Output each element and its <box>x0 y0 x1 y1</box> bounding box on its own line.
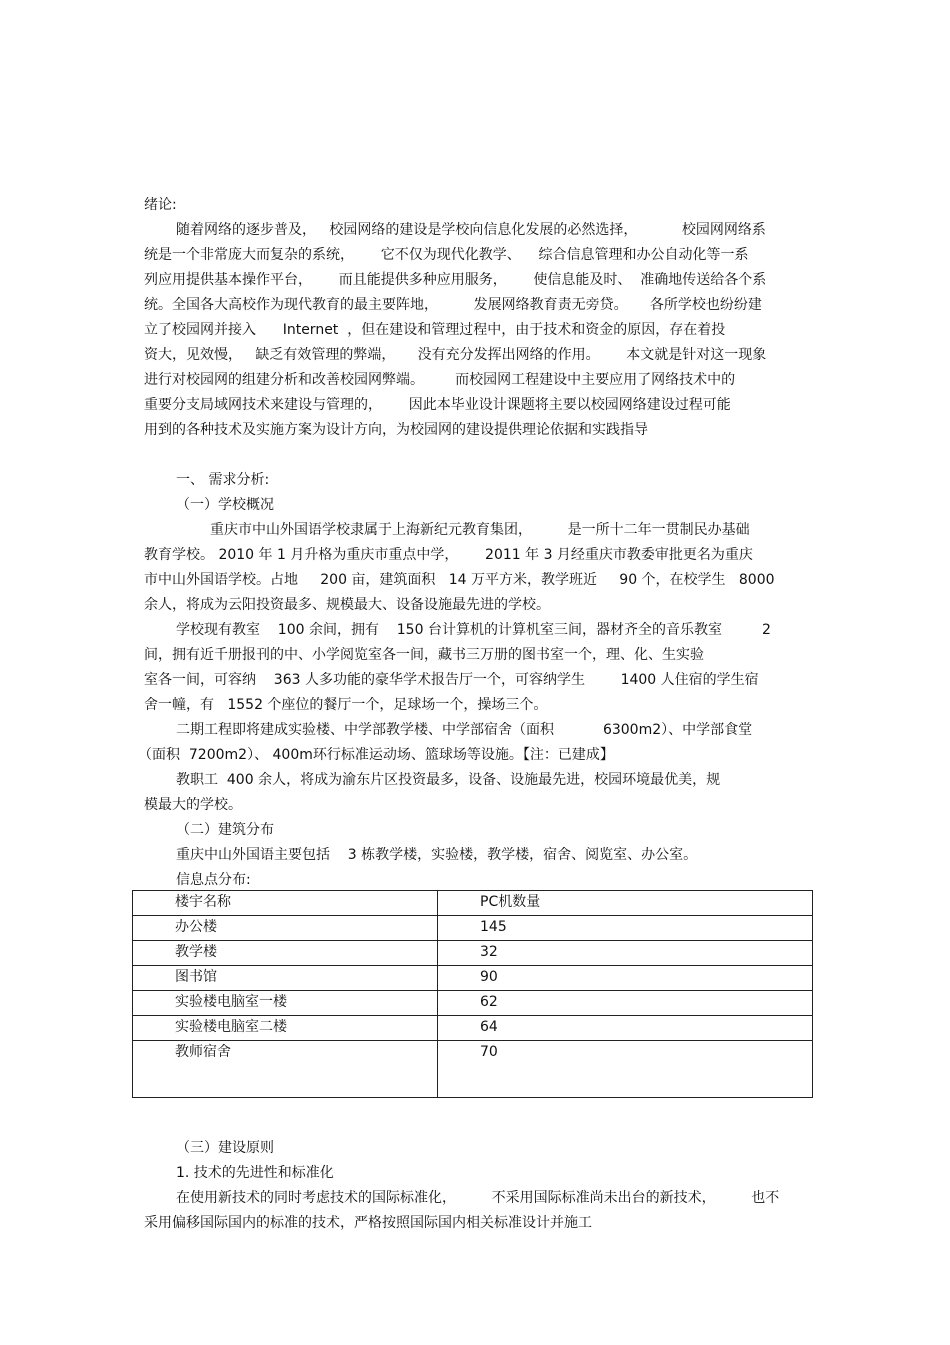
table-header-cell: 楼宇名称 <box>133 891 438 916</box>
table-cell: 实验楼电脑室一楼 <box>133 991 438 1016</box>
paragraph-line: 采用偏移国际国内的标准的技术，严格按照国际国内相关标准设计并施工 <box>144 1215 592 1231</box>
table-row <box>133 916 813 941</box>
subsection-heading: （一）学校概况 <box>176 497 274 513</box>
paragraph-line: 教职工 400 余人，将成为渝东片区投资最多，设备、设施最先进，校园环境最优美，规 <box>176 772 721 788</box>
table-cell: 办公楼 <box>133 916 438 941</box>
paragraph-line: 学校现有教室 100 余间，拥有 150 台计算机的计算机室三间，器材齐全的音乐教室 2 <box>176 622 771 638</box>
intro-line: 列应用提供基本操作平台， 而且能提供多种应用服务， 使信息能及时、 准确地传送给各个系 <box>144 272 767 288</box>
table-cell: 实验楼电脑室二楼 <box>133 1016 438 1041</box>
table-row <box>133 966 813 991</box>
table-header-cell: PC机数量 <box>438 891 813 916</box>
intro-line: 随着网络的逐步普及， 校园网络的建设是学校向信息化发展的必然选择， 校园网网络系 <box>176 222 766 238</box>
intro-line: 资大，见效慢， 缺乏有效管理的弊端， 没有充分发挥出网络的作用。 本文就是针对这一现象 <box>144 347 767 363</box>
table-cell: 90 <box>438 966 813 991</box>
table-row <box>133 991 813 1016</box>
paragraph-line: 间，拥有近千册报刊的中、小学阅览室各一间，藏书三万册的图书室一个，理、化、生实验 <box>144 647 704 663</box>
paragraph-line: 重庆中山外国语主要包括 3 栋教学楼，实验楼，教学楼，宿舍、阅览室、办公室。 <box>176 847 698 863</box>
info-points-label: 信息点分布: <box>176 872 251 888</box>
table-cell: 64 <box>438 1016 813 1041</box>
intro-line: 统。全国各大高校作为现代教育的最主要阵地， 发展网络教育责无旁贷。 各所学校也纷纷建 <box>144 297 762 313</box>
table-cell: 教师宿舍 <box>133 1041 438 1098</box>
paragraph-line: 室各一间，可容纳 363 人多功能的豪华学术报告厅一个，可容纳学生 1400 人住宿的学生宿 <box>144 672 759 688</box>
paragraph-line: 模最大的学校。 <box>144 797 242 813</box>
table-header-row <box>133 891 813 916</box>
intro-heading: 绪论: <box>144 197 177 213</box>
section-heading: 一、 需求分析: <box>176 472 270 488</box>
table-cell: 145 <box>438 916 813 941</box>
paragraph-line: 二期工程即将建成实验楼、中学部教学楼、中学部宿舍（面积 6300m2）、中学部食堂 <box>176 722 753 738</box>
info-points-table <box>132 890 813 1098</box>
intro-line: 进行对校园网的组建分析和改善校园网弊端。 而校园网工程建设中主要应用了网络技术中的 <box>144 372 736 388</box>
intro-line: 统是一个非常庞大而复杂的系统， 它不仅为现代化教学、 综合信息管理和办公自动化等一系 <box>144 247 749 263</box>
intro-line: 用到的各种技术及实施方案为设计方向，为校园网的建设提供理论依据和实践指导 <box>144 422 648 438</box>
paragraph-line: 重庆市中山外国语学校隶属于上海新纪元教育集团， 是一所十二年一贯制民办基础 <box>210 522 750 538</box>
table-row <box>133 941 813 966</box>
subsection-heading: （二）建筑分布 <box>176 822 274 838</box>
paragraph-line: 舍一幢，有 1552 个座位的餐厅一个，足球场一个，操场三个。 <box>144 697 548 713</box>
item-heading: 1. 技术的先进性和标准化 <box>176 1165 334 1181</box>
table-cell: 教学楼 <box>133 941 438 966</box>
paragraph-line: 市中山外国语学校。占地 200 亩，建筑面积 14 万平方米，教学班近 90 个，在校学生 8000 <box>144 572 775 588</box>
subsection-heading: （三）建设原则 <box>176 1140 274 1156</box>
paragraph-line: 余人，将成为云阳投资最多、规模最大、设备设施最先进的学校。 <box>144 597 550 613</box>
table-cell: 32 <box>438 941 813 966</box>
table-row <box>133 1041 813 1098</box>
table-cell: 图书馆 <box>133 966 438 991</box>
table-row <box>133 1016 813 1041</box>
paragraph-line: 在使用新技术的同时考虑技术的国际标准化， 不采用国际标准尚未出台的新技术， 也不 <box>176 1190 780 1206</box>
paragraph-line: （面积 7200m2）、 400m环行标准运动场、篮球场等设施。【注：已建成】 <box>138 747 614 763</box>
intro-line: 重要分支局域网技术来建设与管理的， 因此本毕业设计课题将主要以校园网络建设过程可能 <box>144 397 731 413</box>
table-cell: 70 <box>438 1041 813 1098</box>
paragraph-line: 教育学校。 2010 年 1 月升格为重庆市重点中学， 2011 年 3 月经重庆市教委审批更名为重庆 <box>144 547 753 563</box>
table-cell: 62 <box>438 991 813 1016</box>
intro-line: 立了校园网并接入 Internet ，但在建设和管理过程中，由于技术和资金的原因，存在着投 <box>144 322 726 338</box>
